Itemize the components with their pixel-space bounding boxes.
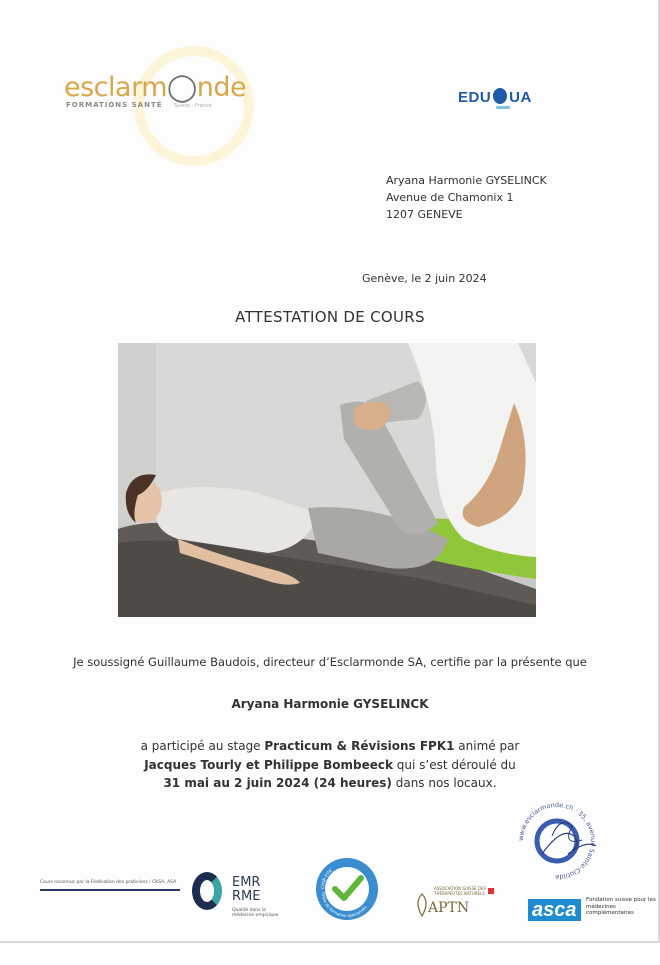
aptn-logo [414, 882, 500, 952]
emr-subtext: Qualité dans la médecine empirique [232, 908, 279, 918]
course-text-4: dans nos locaux. [391, 776, 497, 790]
certification-statement: Je soussigné Guillaume Baudois, directeur d’Esclarmonde SA, certifie par la présente que [73, 655, 587, 669]
asca-logo [528, 895, 656, 965]
recipient-city: 1207 GENEVE [386, 208, 463, 221]
esclarmonde-region: Suisse - France [174, 103, 212, 109]
course-dates: 31 mai au 2 juin 2024 (24 heures) [163, 776, 392, 790]
chip-badge-logo [314, 856, 380, 922]
asca-subtext: Fondation suisse pour les médecines complémentaires [586, 897, 656, 916]
recipient-street: Avenue de Chamonix 1 [386, 191, 514, 204]
course-teachers: Jacques Tourly et Philippe Bombeeck [144, 757, 393, 772]
eduqua-text-a: EDU [458, 89, 492, 106]
eduqua-q-icon [493, 88, 507, 104]
course-text-1: a participé au stage [140, 739, 265, 753]
fpk-logo [40, 880, 180, 950]
svg-text:www.esclarmonde.ch · 35, avenu [517, 801, 597, 881]
participant-name: Aryana Harmonie GYSELINCK [231, 697, 429, 711]
eduqua-text-b: UA [509, 89, 532, 106]
eduqua-logo [458, 88, 532, 106]
aptn-subtext: ASSOCIATION SUISSE DES THÉRAPEUTES NATURELS [434, 886, 487, 896]
course-text-3: qui s’est déroulé du [392, 757, 516, 772]
emr-name: EMR RME [232, 875, 261, 904]
swiss-flag-icon [488, 888, 494, 894]
logo-o-mark: ◯ [167, 72, 197, 103]
course-text-2: animé par [454, 739, 520, 753]
fpk-line [40, 889, 180, 891]
date-line: Genève, le 2 juin 2024 [362, 272, 487, 285]
therapy-photo [118, 343, 536, 617]
esclarmonde-wordmark: esclarm◯nde [64, 72, 247, 103]
stamp-text: www.esclarmonde.ch · 35, avenue Sainte-Clotilde [516, 801, 598, 882]
course-name: Practicum & Révisions FPK1 [264, 739, 455, 753]
asca-name: asca [528, 899, 581, 921]
fpk-text: Cours reconnus par la Fédération des praticiens / CKSA, ASA [40, 880, 177, 885]
badge-bottom-text: Ordre de formation spécialisée [320, 891, 368, 919]
document-title: ATTESTATION DE COURS [235, 308, 425, 326]
esclarmonde-logo [60, 64, 250, 134]
course-details [0, 737, 660, 793]
emr-q-icon [192, 872, 222, 910]
recipient-name: Aryana Harmonie GYSELINCK [386, 174, 547, 187]
recipient-address [386, 172, 547, 223]
aptn-name: APTN [428, 900, 470, 916]
emr-logo [192, 860, 282, 930]
company-stamp [512, 796, 602, 886]
esclarmonde-tagline: FORMATIONS SANTÉ [66, 101, 163, 109]
badge-top-text: CHIP-FPK [320, 868, 334, 890]
